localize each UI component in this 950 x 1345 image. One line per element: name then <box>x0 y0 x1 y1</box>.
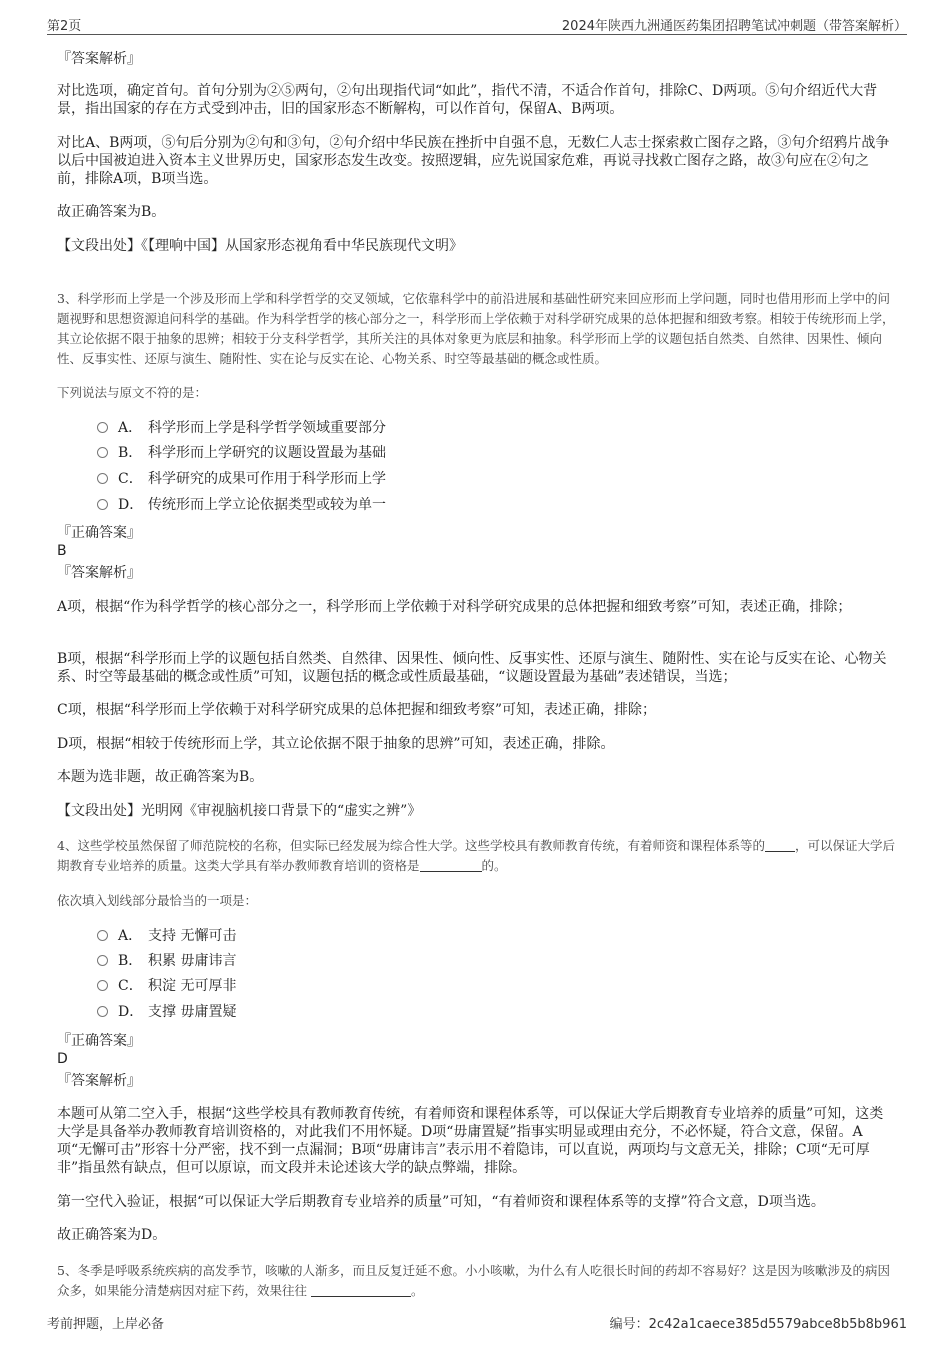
option-letter: D． <box>118 497 144 513</box>
page-number: 第2页 <box>47 19 82 34</box>
q3-conclusion: 本题为选非题，故正确答案为B。 <box>57 769 264 785</box>
q4-conclusion: 故正确答案为D。 <box>57 1227 167 1243</box>
document-title: 2024年陕西九洲通医药集团招聘笔试冲刺题（带答案解析） <box>561 19 907 34</box>
q4-answer: D <box>57 1051 68 1067</box>
q3-analysis-label: 『答案解析』 <box>57 565 141 581</box>
option-letter: C． <box>118 978 143 994</box>
option-text: 支持 无懈可击 <box>148 928 237 944</box>
radio-icon[interactable] <box>97 447 108 458</box>
radio-icon[interactable] <box>97 955 108 966</box>
q3-option-b[interactable] <box>97 444 386 462</box>
q3-analysis-c: C项，根据“科学形而上学依赖于对科学研究成果的总体把握和细致考察”可知，表述正确，排除； <box>57 702 657 718</box>
q4-option-c[interactable] <box>97 977 236 995</box>
q3-answer-label: 『正确答案』 <box>57 525 141 541</box>
q3-option-d[interactable] <box>97 496 386 514</box>
q2-analysis-label: 『答案解析』 <box>57 51 141 67</box>
option-text: 支撑 毋庸置疑 <box>148 1004 237 1020</box>
option-text: 积淀 无可厚非 <box>148 978 237 994</box>
option-letter: D． <box>118 1004 144 1020</box>
q4-analysis-para-2: 第一空代入验证，根据“可以保证大学后期教育专业培养的质量”可知，“有着师资和课程体系等的支撑”符合文意，D项当选。 <box>57 1194 825 1210</box>
q4-option-d[interactable] <box>97 1003 236 1021</box>
document-code <box>610 1313 907 1332</box>
option-text: 科学形而上学是科学哲学领域重要部分 <box>148 420 386 436</box>
radio-icon[interactable] <box>97 1006 108 1017</box>
q2-conclusion: 故正确答案为B。 <box>57 204 166 220</box>
q2-source: 【文段出处】《【理响中国】从国家形态视角看中华民族现代文明》 <box>57 238 463 254</box>
q2-analysis-para-2: 对比A、B两项，⑤句后分别为②句和③句，②句介绍中华民族在挫折中自强不息，无数仁人志士探索救亡图存之路，③句介绍鸦片战争以后中国被迫进入资本主义世界历史，国家形态发生改变。按照逻辑，应先说国家危难，再说寻找救亡图存之路，故③句应在②句之前，排除A项，B项当选。 <box>57 135 890 187</box>
q3-source: 【文段出处】光明网《审视脑机接口背景下的“虚实之辨”》 <box>57 803 422 819</box>
q4-stem-part: 4、这些学校虽然保留了师范院校的名称，但实际已经发展为综合性大学。这些学校具有教师教育传统，有着师资和课程体系等的 <box>57 838 765 853</box>
q3-answer: B <box>57 543 67 559</box>
radio-icon[interactable] <box>97 473 108 484</box>
q4-stem-part: ，可以保证大学后期教育专业培养的质量。这类大学具有举办教师教育培训的资格是 <box>57 838 895 873</box>
option-text: 科学研究的成果可作用于科学形而上学 <box>148 471 386 487</box>
radio-icon[interactable] <box>97 499 108 510</box>
q3-analysis-d: D项，根据“相较于传统形而上学，其立论依据不限于抽象的思辨”可知，表述正确，排除。 <box>57 736 615 752</box>
q3-stem: 3、科学形而上学是一个涉及形而上学和科学哲学的交叉领域，它依靠科学中的前沿进展和基础性研究来回应形而上学问题，同时也借用形而上学中的问题视野和思想资源追问科学的基础。作为科学哲学的核心部分之一，科学形而上学依赖于对科学研究成果的总体把握和细致考察。相较于传统形而上学，其立论依据不限于抽象的思辨；相较于分支科学哲学，其所关注的具体对象更为底层和抽象。科学形而上学的议题包括自然类、自然律、因果性、倾向性、反事实性、还原与演生、随附性、实在论与反实在论、心物关系、时空等最基础的概念或性质。 <box>57 291 895 366</box>
q3-option-c[interactable] <box>97 470 386 488</box>
page-header <box>47 14 907 35</box>
q4-option-a[interactable] <box>97 927 236 945</box>
q4-analysis-para-1: 本题可从第二空入手，根据“这些学校具有教师教育传统，有着师资和课程体系等，可以保证大学后期教育专业培养的质量”可知，这类大学是具备举办教师教育培训资格的，对此我们不用怀疑。D项“毋庸置疑”指事实明显或理由充分，不必怀疑，符合文意，保留。A项“无懈可击”形容十分严密，找不到一点漏洞；B项“毋庸讳言”表示用不着隐讳，可以直说，两项均与文意无关，排除；C项“无可厚非”指虽然有缺点，但可以原谅，而文段并未论述该大学的缺点弊端，排除。 <box>57 1106 884 1176</box>
q5-stem <box>57 1261 899 1301</box>
q4-analysis-label: 『答案解析』 <box>57 1073 141 1089</box>
option-letter: C． <box>118 471 143 487</box>
option-letter: A． <box>118 420 143 436</box>
q3-option-a[interactable] <box>97 419 386 437</box>
code-value: 2c42a1caece385d5579abce8b5b8b961 <box>648 1317 907 1332</box>
option-text: 科学形而上学研究的议题设置最为基础 <box>148 445 386 461</box>
q4-prompt: 依次填入划线部分最恰当的一项是： <box>57 893 258 908</box>
option-letter: A． <box>118 928 143 944</box>
q4-stem <box>57 836 899 876</box>
q5-stem-text: 5、冬季是呼吸系统疾病的高发季节，咳嗽的人渐多，而且反复迁延不愈。小小咳嗽，为什么有人吃很长时间的药却不容易好？这是因为咳嗽涉及的病因众多，如果能分清楚病因对症下药，效果往往 <box>57 1263 890 1298</box>
q2-analysis-para-1: 对比选项，确定首句。首句分别为②⑤两句，②句出现指代词“如此”，指代不清，不适合作首句，排除C、D两项。⑤句介绍近代大背景，指出国家的存在方式受到冲击，旧的国家形态不断解构，可以作首句，保留A、B两项。 <box>57 83 878 117</box>
q3-prompt: 下列说法与原文不符的是： <box>57 385 208 400</box>
blank-2 <box>420 859 482 872</box>
q4-stem-part: 的。 <box>481 858 507 873</box>
blank-1 <box>765 839 795 852</box>
radio-icon[interactable] <box>97 980 108 991</box>
q4-answer-label: 『正确答案』 <box>57 1033 141 1049</box>
option-letter: B． <box>118 445 143 461</box>
option-text: 传统形而上学立论依据类型或较为单一 <box>148 497 386 513</box>
footer-slogan: 考前押题，上岸必备 <box>47 1317 165 1332</box>
q3-analysis-a: A项，根据“作为科学哲学的核心部分之一，科学形而上学依赖于对科学研究成果的总体把握和细致考察”可知，表述正确，排除； <box>57 599 852 615</box>
blank <box>311 1284 411 1297</box>
option-letter: B． <box>118 953 143 969</box>
q3-analysis-b: B项，根据“科学形而上学的议题包括自然类、自然律、因果性、倾向性、反事实性、还原与演生、随附性、实在论与反实在论、心物关系、时空等最基础的概念或性质”可知，议题包括的概念或性质最基础，“议题设置最为基础”表述错误，当选； <box>57 651 887 685</box>
radio-icon[interactable] <box>97 422 108 433</box>
option-text: 积累 毋庸讳言 <box>148 953 237 969</box>
q5-stem-end: 。 <box>411 1283 424 1298</box>
q4-option-b[interactable] <box>97 952 236 970</box>
radio-icon[interactable] <box>97 930 108 941</box>
code-label: 编号： <box>609 1317 649 1332</box>
